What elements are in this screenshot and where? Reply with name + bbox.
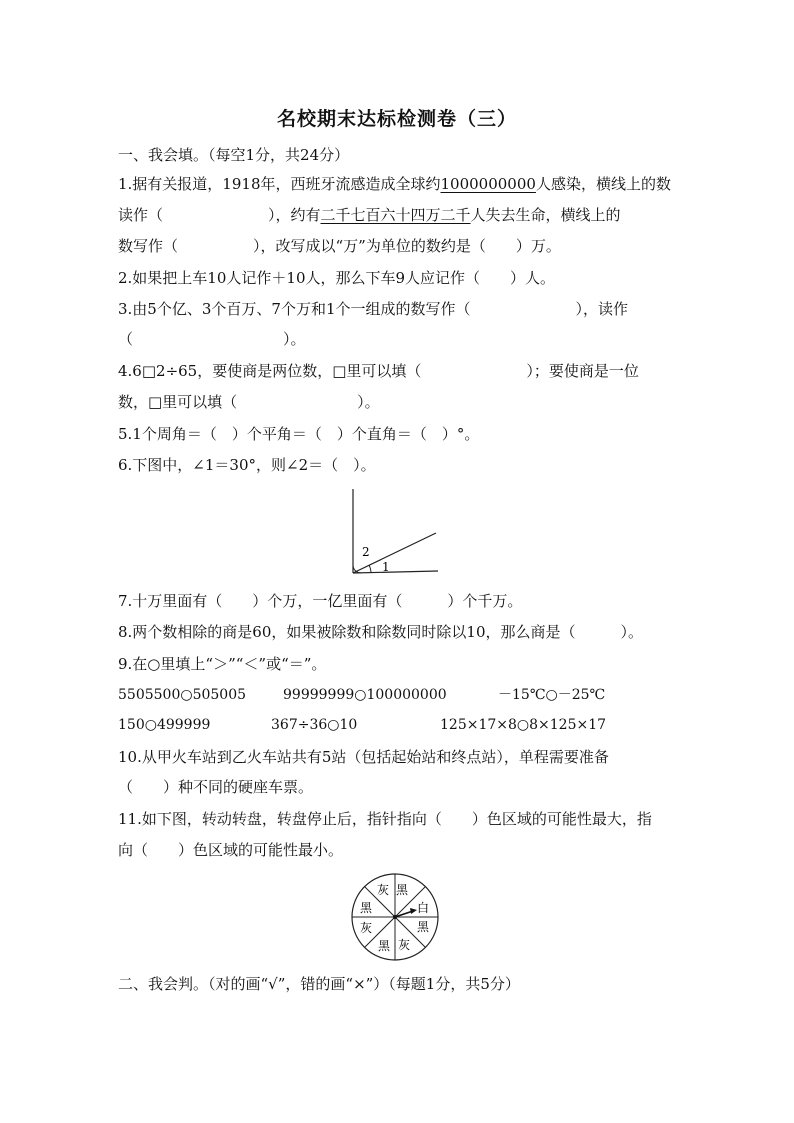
question-2: 2.如果把上车10人记作＋10人，那么下车9人应记作（ ）人。 [118,269,556,287]
question-10-line-2: （ ）种不同的硬座车票。 [118,778,314,796]
spinner-sector-label: 白 [416,901,430,915]
q1-text-c: 人感染，横线上的数 [535,175,671,193]
angle-1-arc [369,565,371,573]
compare-item: 367÷36○10 [271,717,358,733]
question-6: 6.下图中，∠1＝30°，则∠2＝（ ）。 [118,456,376,474]
spinner-center [393,915,397,919]
pointer-arrow-icon [410,908,417,914]
question-11-line-1: 11.如下图，转动转盘，转盘停止后，指针指向（ ）色区域的可能性最大，指 [118,810,652,828]
horizontal-ray [353,571,438,573]
q1-text-f: 人失去生命，横线上的 [470,206,621,224]
section-1-heading: 一、我会填。（每空1分，共24分） [118,146,350,164]
question-1-line-1 [118,173,671,195]
spinner-sector-label: 黑 [359,901,373,915]
compare-item: 99999999○100000000 [283,687,447,703]
spinner-sector-label: 灰 [397,938,411,952]
question-8: 8.两个数相除的商是60，如果被除数和除数同时除以10，那么商是（ ）。 [118,623,643,641]
question-10-line-1: 10.从甲火车站到乙火车站共有5站（包括起始站和终点站），单程需要准备 [118,748,609,766]
question-4-line-1: 4.6□2÷65，要使商是两位数，□里可以填（ ）；要使商是一位 [118,362,639,380]
section-2-heading: 二、我会判。（对的画“√”，错的画“×”）（每题1分，共5分） [118,975,520,993]
compare-item: 150○499999 [118,717,211,733]
spinner-sector-label: 灰 [359,921,373,935]
spinner-sector-label: 黑 [377,939,391,953]
question-4-line-2: 数，□里可以填（ ）。 [118,393,380,411]
question-1-line-2 [118,204,621,226]
page-title: 名校期末达标检测卷（三） [276,108,517,130]
angle-1-label: 1 [382,560,390,574]
spinner-figure [349,871,441,963]
angle-2-label: 2 [362,545,370,559]
spinner-sector-label: 灰 [376,883,390,897]
q1-underlined-number: 1000000000 [440,175,536,193]
q1-text-d: 读作（ ），约有 [118,206,321,224]
spinner-sector-label: 黑 [416,920,430,934]
question-7: 7.十万里面有（ ）个万，一亿里面有（ ）个千万。 [118,592,523,610]
compare-item: 5505500○505005 [118,687,247,703]
q1-underlined-words: 二千七百六十四万二千 [320,206,471,224]
question-11-line-2: 向（ ）色区域的可能性最小。 [118,841,344,859]
q1-text-a: 1.据有关报道，1918年，西班牙流感造成全球约 [118,175,441,193]
compare-item: －15℃○－25℃ [498,687,606,703]
question-3-line-1: 3.由5个亿、3个百万、7个万和1个一组成的数写作（ ），读作 [118,300,628,318]
angle-figure [340,485,450,580]
question-1-line-3: 数写作（ ），改写成以“万”为单位的数约是（ ）万。 [118,237,561,255]
spinner-sector-label: 黑 [395,883,409,897]
question-3-line-2: （ ）。 [118,330,306,348]
question-5: 5.1个周角＝（ ）个平角＝（ ）个直角＝（ ）°。 [118,425,480,443]
compare-item: 125×17×8○8×125×17 [440,717,607,733]
question-9: 9.在○里填上“＞”“＜”或“＝”。 [118,655,327,673]
